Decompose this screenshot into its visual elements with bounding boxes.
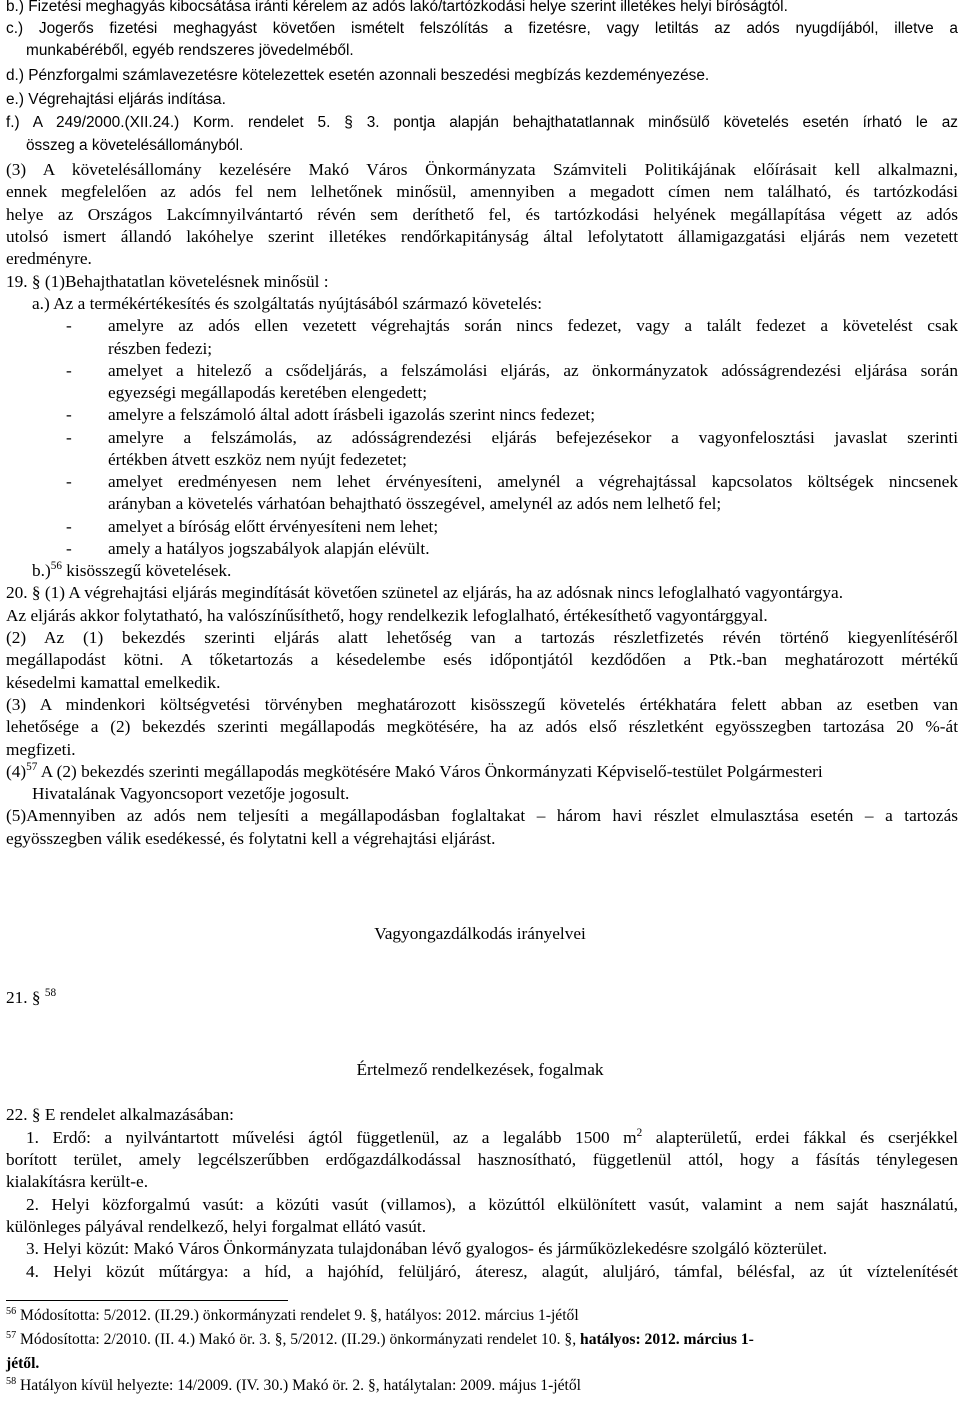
list-item: amely a hatályos jogszabályok alapján elévült. bbox=[108, 539, 430, 558]
list-item: amelyet a hitelező a csődeljárás, a felszámolási eljárás, az önkormányzatok adósságrendezési eljárása során bbox=[108, 361, 958, 380]
item-e: e.) Végrehajtási eljárás indítása. bbox=[6, 91, 226, 108]
list-item: amelyet a bíróság előtt érvényesíteni nem lehet; bbox=[108, 517, 439, 536]
footnote: $^{56}$ Módosította: 5/2012. (II.29.) önkormányzati rendelet 9. §, hatályos: 2012. március 1-jétől bbox=[6, 1305, 579, 1324]
list-dash: - bbox=[66, 361, 72, 380]
list-item-cont: arányban a követelés várhatóan behajtható összegével, amelynél az adós nem lelhető fel; bbox=[108, 494, 722, 513]
section-20-line: Az eljárás akkor folytatható, ha valószínűsíthető, hogy rendelkezik lefoglalható, értékesíthető vagyontárggyal. bbox=[6, 606, 768, 625]
footnote-ref: 56 bbox=[50, 561, 62, 573]
list-dash: - bbox=[66, 428, 72, 447]
section-20-par4: $(4)^{57}$ A (2) bekezdés szerinti megállapodás megkötésére Makó Város Önkormányzati Képviselő-testület Polgármesteri bbox=[6, 762, 823, 781]
section-20-line: (2) Az (1) bekezdés szerinti eljárás alatt lehetőség van a tartozás részletfizetés révén történő kiegyenlítéséről bbox=[6, 628, 958, 647]
paragraph-3-line: eredményre. bbox=[6, 249, 92, 268]
list-item-cont: értékben átvett eszköz nem nyújt fedezetet; bbox=[108, 450, 407, 469]
section-22-heading: 22. § E rendelet alkalmazásában: bbox=[6, 1105, 234, 1124]
section-21: 21. § $^{58}$ bbox=[6, 988, 57, 1007]
item-c: c.) Jogerős fizetési meghagyást követően ismételt felszólítás a fizetésre, vagy letiltás az adós nyugdíjából, illetve a bbox=[6, 20, 958, 37]
footnote: $^{57}$ Módosította: 2/2010. (II. 4.) Makó ör. 3. §, 5/2012. (II.29.) önkormányzati rendelet 10. §, hatályos: 2012. március 1- bbox=[6, 1329, 754, 1348]
list-item-cont: egyezségi megállapodás keretében elengedett; bbox=[108, 383, 428, 402]
footnote-rule bbox=[6, 1300, 288, 1301]
footnote-ref: 58 bbox=[44, 988, 57, 1000]
list-item: amelyre a felszámolás, az adósságrendezési eljárás befejezésekor a vagyonfelosztási javaslat szerinti bbox=[108, 428, 958, 447]
section-20-line: 20. § (1) A végrehajtási eljárás megindítását követően szünetel az eljárás, ha az adósnak nincs lefoglalható vagyontárgya. bbox=[6, 583, 844, 602]
section-20-line: késedelmi kamattal emelkedik. bbox=[6, 673, 221, 692]
definition-3: 3. Helyi közút: Makó Város Önkormányzata tulajdonában lévő gyalogos- és járműközlekedésre szolgáló közterület. bbox=[26, 1239, 828, 1258]
paragraph-3-line: helye az Országos Lakcímnyilvántartó révén sem deríthető fel, és tartózkodási helyének megállapítása végett az adós bbox=[6, 205, 958, 224]
definition-4: 4. Helyi közút műtárgya: a híd, a hajóhíd, felüljáró, áteresz, alagút, aluljáró, támfal, bélésfal, az út víztelenítését bbox=[26, 1262, 958, 1281]
list-item-cont: részben fedezi; bbox=[108, 339, 213, 358]
list-dash: - bbox=[66, 316, 72, 335]
definition-2-cont: különleges pályával rendelkező, helyi forgalmat ellátó vasút. bbox=[6, 1217, 427, 1236]
list-dash: - bbox=[66, 539, 72, 558]
paragraph-3-line: ennek megfelelően az adós fel nem lelhetőnek minősül, amennyiben a megadott címen nem található, és tartózkodási bbox=[6, 182, 958, 201]
section-20-line: (3) A mindenkori költségvetési törvényben meghatározott kisösszegű követelés értékhatára felett abban az esetben van bbox=[6, 695, 958, 714]
chapter-title: Vagyongazdálkodás irányelvei bbox=[374, 924, 586, 943]
section-19-heading: 19. § (1)Behajthatatlan követelésnek minősül : bbox=[6, 272, 329, 291]
footnote: $^{58}$ Hatályon kívül helyezte: 14/2009. (IV. 30.) Makó ör. 2. §, hatálytalan: 2009. május 1-jétől bbox=[6, 1375, 582, 1394]
section-20-line: megállapodást kötni. A tőketartozás a késedelembe esés időpontjától kezdődően a Ptk.-ban meghatározott mértékű bbox=[6, 650, 958, 669]
section-20-line: Hivatalának Vagyoncsoport vezetője jogosult. bbox=[32, 784, 350, 803]
definition-1: 1. Erdő: a nyilvántartott művelési ágtól függetlenül, az a legalább 1500 $m^2$ alapterületű, erdei fákkal és cserjékkel bbox=[26, 1128, 958, 1147]
paragraph-3-line: (3) A követelésállomány kezelésére Makó Város Önkormányzata Számviteli Politikájának előírásait kell alkalmazni, bbox=[6, 160, 958, 179]
subitem-b: b.)$^{56}$ kisösszegű követelések. bbox=[32, 561, 232, 580]
section-20-line: egyösszegben válik esedékessé, és folytatni kell a végrehajtási eljárást. bbox=[6, 829, 496, 848]
list-dash: - bbox=[66, 472, 72, 491]
paragraph-3-line: utolsó ismert állandó lakóhelye szerint illetékes rendőrkapitányság által lefolytatott államigazgatási eljárás nem vezetett bbox=[6, 227, 958, 246]
section-20-line: megfizeti. bbox=[6, 740, 76, 759]
footnote-cont: jétől. bbox=[6, 1355, 40, 1372]
item-b: b.) Fizetési meghagyás kibocsátása iránti kérelem az adós lakó/tartózkodási helye szerint illetékes helyi bíróságtól. bbox=[6, 0, 788, 15]
item-f-cont: összeg a követelésállományból. bbox=[26, 137, 244, 154]
list-dash: - bbox=[66, 517, 72, 536]
definition-1-cont: borított terület, amely legcélszerűbben erdőgazdálkodással hasznosítható, függetlenül attól, hogy a fásítás ténylegesen bbox=[6, 1150, 958, 1169]
section-20-line: (5)Amennyiben az adós nem teljesíti a megállapodásban foglaltakat – három havi részlet elmulasztása esetén – a tartozás bbox=[6, 806, 958, 825]
definition-2: 2. Helyi közforgalmú vasút: a közúti vasút (villamos), a közúttól elkülönített vasút, valamint a nem saját használatú, bbox=[26, 1195, 958, 1214]
list-dash: - bbox=[66, 405, 72, 424]
item-d: d.) Pénzforgalmi számlavezetésre kötelezettek esetén azonnali beszedési megbízás kezdeményezése. bbox=[6, 67, 710, 84]
section-20-line: lehetősége a (2) bekezdés szerinti megállapodás megkötésére, ha az adós első részletként egyösszegben tartozása 20 %-át bbox=[6, 717, 958, 736]
list-item: amelyet eredményesen nem lehet érvényesíteni, amelynél a végrehajtással kapcsolatos költségek nincsenek bbox=[108, 472, 958, 491]
footnote-ref: 57 bbox=[26, 762, 38, 774]
item-f: f.) A 249/2000.(XII.24.) Korm. rendelet 5. § 3. pontja alapján behajthatatlannak minősülő követelés esetén írható le az bbox=[6, 114, 958, 131]
list-item: amelyre a felszámoló által adott írásbeli igazolás szerint nincs fedezet; bbox=[108, 405, 596, 424]
list-item: amelyre az adós ellen vezetett végrehajtás során nincs fedezet, vagy a talált fedezet a követelést csak bbox=[108, 316, 958, 335]
subitem-a: a.) Az a termékértékesítés és szolgáltatás nyújtásából származó követelés: bbox=[32, 294, 543, 313]
definition-1-cont: kialakításra került-e. bbox=[6, 1172, 149, 1191]
superscript: 2 bbox=[636, 1128, 643, 1140]
chapter-title: Értelmező rendelkezések, fogalmak bbox=[356, 1060, 604, 1079]
item-c-cont: munkabéréből, egyéb rendszeres jövedelméből. bbox=[26, 42, 354, 59]
